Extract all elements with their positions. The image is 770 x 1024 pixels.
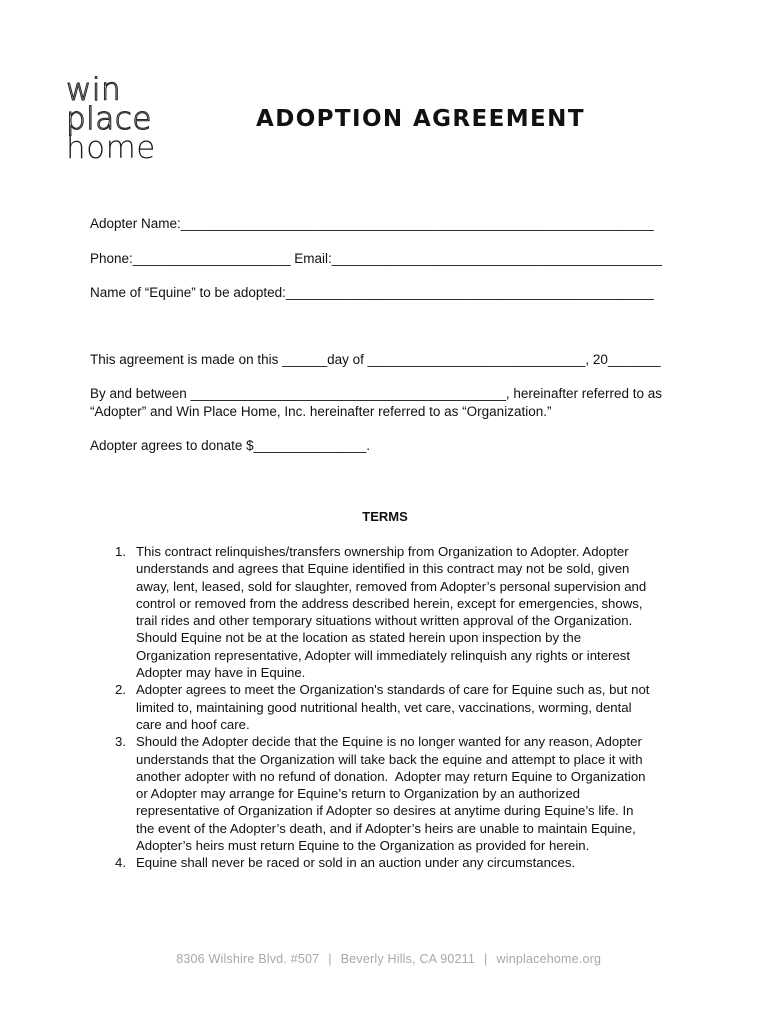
terms-heading: TERMS bbox=[362, 509, 408, 524]
term-line: the event of the Adopter’s death, and if Adopter’s heirs are unable to maintain Equine, bbox=[136, 820, 636, 836]
term-number: 4. bbox=[115, 855, 126, 871]
term-item bbox=[110, 854, 690, 871]
term-line: control or removed from the address described herein, except for emergencies, shows, bbox=[136, 595, 643, 611]
footer-website-link[interactable]: winplacehome.org bbox=[496, 952, 602, 966]
between-line[interactable]: By and between __________________________________________, hereinafter referred to as bbox=[90, 386, 662, 401]
logo-word-home: home bbox=[66, 130, 156, 166]
term-text bbox=[136, 733, 690, 854]
term-item bbox=[110, 543, 690, 681]
term-line: another adopter with no refund of donation. Adopter may return Equine to Organization bbox=[136, 768, 646, 784]
term-line: Should the Adopter decide that the Equine is no longer wanted for any reason, Adopter bbox=[136, 734, 642, 750]
document-title: ADOPTION AGREEMENT bbox=[256, 106, 585, 132]
term-line: Adopter agrees to meet the Organization's standards of care for Equine such as, but not bbox=[136, 682, 650, 698]
term-line: away, lent, leased, sold for slaughter, removed from Adopter’s personal supervision and bbox=[136, 578, 647, 594]
donation-line[interactable]: Adopter agrees to donate $_______________. bbox=[90, 438, 370, 453]
term-line: Equine shall never be raced or sold in an auction under any circumstances. bbox=[136, 855, 576, 871]
footer-separator: | bbox=[328, 952, 332, 966]
footer-separator: | bbox=[484, 952, 488, 966]
adopter-name-field[interactable]: Adopter Name:_______________________________________________________________ bbox=[90, 216, 654, 231]
logo-word-win: win bbox=[66, 72, 122, 108]
term-line: representative of Organization if Adopter so desires at anytime during Equine’s life. In bbox=[136, 803, 634, 819]
term-line: This contract relinquishes/transfers ownership from Organization to Adopter. Adopter bbox=[136, 544, 629, 559]
footer-city: Beverly Hills, CA 90211 bbox=[340, 952, 476, 966]
phone-email-field[interactable]: Phone:_____________________ Email:____________________________________________ bbox=[90, 251, 663, 266]
term-line: Organization representative, Adopter will immediately relinquish any rights or interest bbox=[136, 647, 631, 663]
logo bbox=[66, 72, 176, 166]
term-line: Should Equine not be at the location as stated herein upon inspection by the bbox=[136, 630, 582, 646]
term-text bbox=[136, 854, 690, 871]
term-line: Adopter’s heirs must return Equine to the Organization as provided for herein. bbox=[136, 838, 590, 854]
between-line: “Adopter” and Win Place Home, Inc. hereinafter referred to as “Organization.” bbox=[90, 403, 552, 419]
footer-address: 8306 Wilshire Blvd. #507 bbox=[176, 952, 320, 966]
agreement-date-line[interactable]: This agreement is made on this ______day of _____________________________, 20_______ bbox=[90, 352, 661, 367]
term-line: trail rides and other temporary situations without written approval of the Organization. bbox=[136, 613, 633, 629]
terms-list bbox=[110, 543, 690, 872]
term-line: or Adopter may arrange for Equine’s return to Organization by an authorized bbox=[136, 786, 580, 802]
term-text bbox=[136, 681, 690, 733]
term-number: 1. bbox=[115, 544, 126, 559]
term-item bbox=[110, 681, 690, 733]
equine-name-field[interactable]: Name of “Equine” to be adopted:_________________________________________________ bbox=[90, 285, 654, 300]
term-item bbox=[110, 733, 690, 854]
term-number: 3. bbox=[115, 734, 126, 750]
term-text bbox=[136, 543, 690, 681]
term-line: understands and agrees that Equine identified in this contract may not be sold, given bbox=[136, 561, 630, 577]
term-line: Adopter may have in Equine. bbox=[136, 665, 306, 681]
logo-word-place: place bbox=[66, 101, 152, 137]
term-line: care and hoof care. bbox=[136, 716, 250, 732]
between-paragraph bbox=[90, 385, 690, 420]
term-line: limited to, maintaining good nutritional health, vet care, vaccinations, worming, dental bbox=[136, 699, 632, 715]
footer bbox=[0, 938, 770, 966]
term-line: understands that the Organization will take back the equine and attempt to place it with bbox=[136, 751, 643, 767]
term-number: 2. bbox=[115, 682, 126, 698]
